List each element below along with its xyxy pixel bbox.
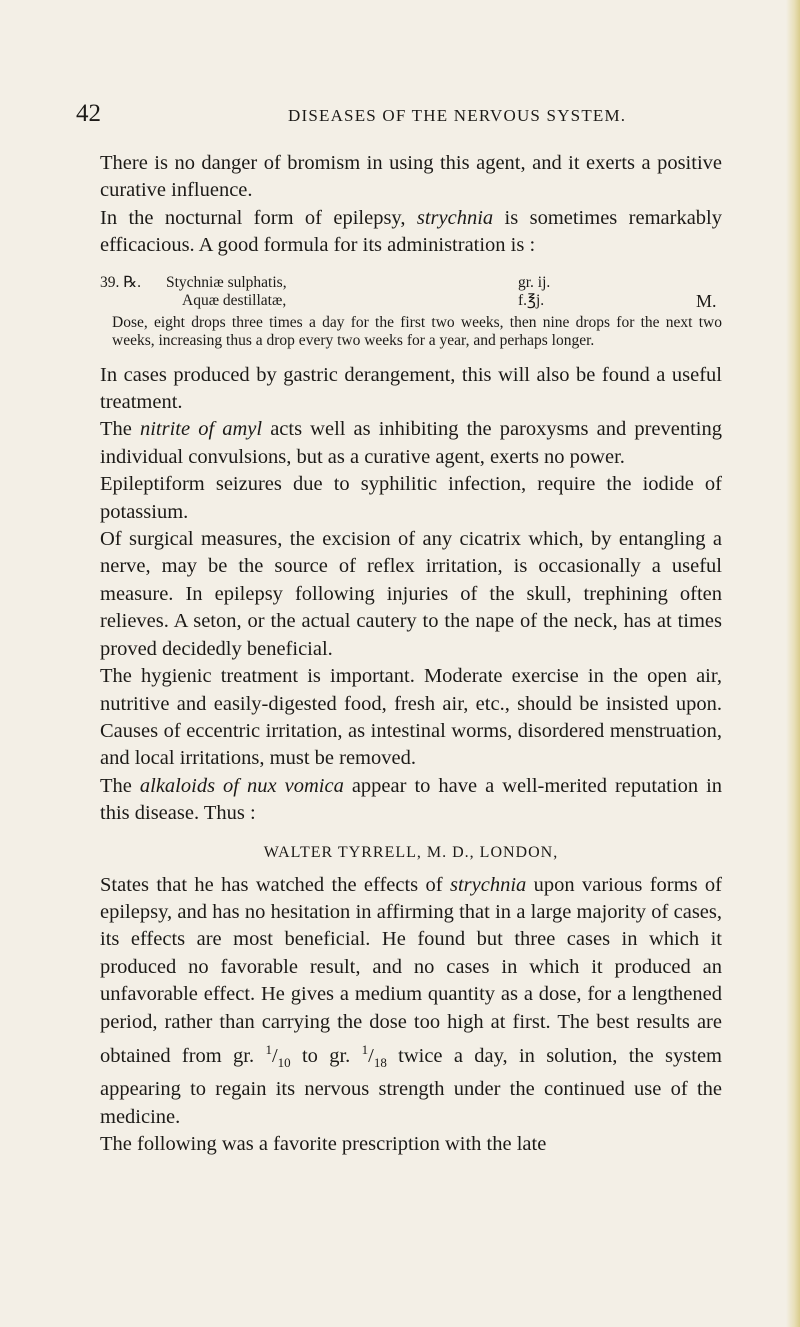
- text: acts well as inhibiting the paroxysms and preventing individual convulsions, but as a curative agent, exerts no power.: [100, 418, 723, 468]
- paragraph-7: The hygienic treatment is important. Moderate exercise in the open air, nutritive and easily-digested food, fresh air, etc., should be insisted upon. Causes of eccentric irritation, as intestinal worms, disordered menstruation, and local irritations, must be removed.: [100, 665, 722, 770]
- fraction-denominator: 10: [277, 1054, 291, 1070]
- text: twice a day, in solution, the system appearing to regain its nervous strength under the continued use of the medicine.: [100, 1044, 722, 1128]
- drug-2: Aquæ destillatæ,: [182, 291, 287, 309]
- fraction-numerator: 1: [265, 1041, 272, 1057]
- drug-1: Stychniæ sulphatis,: [166, 273, 287, 291]
- paragraph-4: [100, 416, 722, 471]
- paragraph-3: In cases produced by gastric derangement, this will also be found a useful treatment.: [100, 363, 722, 414]
- text: is sometimes remarkably efficacious. A good formula for its administration is :: [100, 206, 722, 257]
- page-number: 42: [76, 100, 101, 127]
- prescription-block: [100, 274, 722, 350]
- page-header: [76, 100, 740, 132]
- dose-instructions: Dose, eight drops three times a day for the first two weeks, then nine drops for the next two weeks, increasing thus a drop every two weeks for a year, and perhaps longer.: [112, 313, 722, 349]
- quantity-1: gr. ij.: [518, 273, 551, 291]
- author-heading: WALTER TYRRELL, M. D., LONDON,: [263, 843, 559, 861]
- paragraph-9: States that he has watched the effects of strychnia upon various forms of epilepsy, and has no hesitation in affirming that in a large majority of cases, its effects are most beneficial. He found but three cases in which it produced no favorable result, and no cases in which it produced an unfavorable effect. He gives a medium quantity as a dose, for a lengthened period, rather than carrying the dose too high at first. The best results are obtained from gr. $^1/_{10}$ to gr. $^1/_{18}$ twice a day, in solution, the system appearing to regain its nervous strength under the continued use of the medicine.: [100, 873, 722, 1128]
- fraction-numerator: 1: [361, 1041, 369, 1057]
- quantity-2: f.℥j.: [518, 291, 545, 309]
- page-body: [100, 150, 722, 1159]
- paragraph-10: The following was a favorite prescription with the late: [100, 1133, 547, 1156]
- prescription-line-2: [100, 292, 722, 310]
- italic-term: strychnia: [449, 873, 527, 896]
- text: appear to have a well-merited reputation in this disease. Thus :: [100, 774, 723, 825]
- page-edge: [786, 0, 800, 1327]
- text: The: [100, 418, 140, 441]
- running-head: DISEASES OF THE NERVOUS SYSTEM.: [288, 106, 627, 125]
- text: The: [100, 774, 140, 797]
- paragraph-6: Of surgical measures, the excision of any cicatrix which, by entangling a nerve, may be the source of reflex irritation, is occasionally a useful measure. In epilepsy following injuries of the skull, trephining often relieves. A seton, or the actual cautery to the nape of the neck, has at times proved decidedly beneficial.: [100, 528, 722, 660]
- prescription-number: 39. ℞.: [100, 273, 142, 291]
- italic-term: strychnia: [416, 206, 494, 229]
- paragraph-8: [100, 773, 722, 828]
- italic-term: alkaloids of nux vomica: [139, 774, 344, 797]
- paragraph-5: Epileptiform seizures due to syphilitic infection, require the iodide of potassium.: [100, 473, 722, 523]
- text: In the nocturnal form of epilepsy,: [100, 206, 417, 229]
- text: States that he has watched the effects of: [100, 873, 450, 896]
- fraction-denominator: 18: [373, 1054, 387, 1070]
- prescription-line-1: [100, 274, 722, 292]
- italic-term: nitrite of amyl: [139, 418, 263, 441]
- text: to gr.: [290, 1044, 362, 1067]
- paragraph-1: There is no danger of bromism in using this agent, and it exerts a positive curative influence.: [100, 152, 722, 202]
- misce-mark: M.: [696, 290, 717, 311]
- text: upon various forms of epilepsy, and has no hesitation in affirming that in a large majority of cases, its effects are most beneficial. He found but three cases in which it produced no favorable result, and no cases in which it produced an unfavorable effect. He gives a medium quantity as a dose, for a lengthened period, rather than carrying the dose too high at first. The best results are obtained from gr.: [100, 873, 722, 1067]
- paragraph-2: [100, 205, 722, 260]
